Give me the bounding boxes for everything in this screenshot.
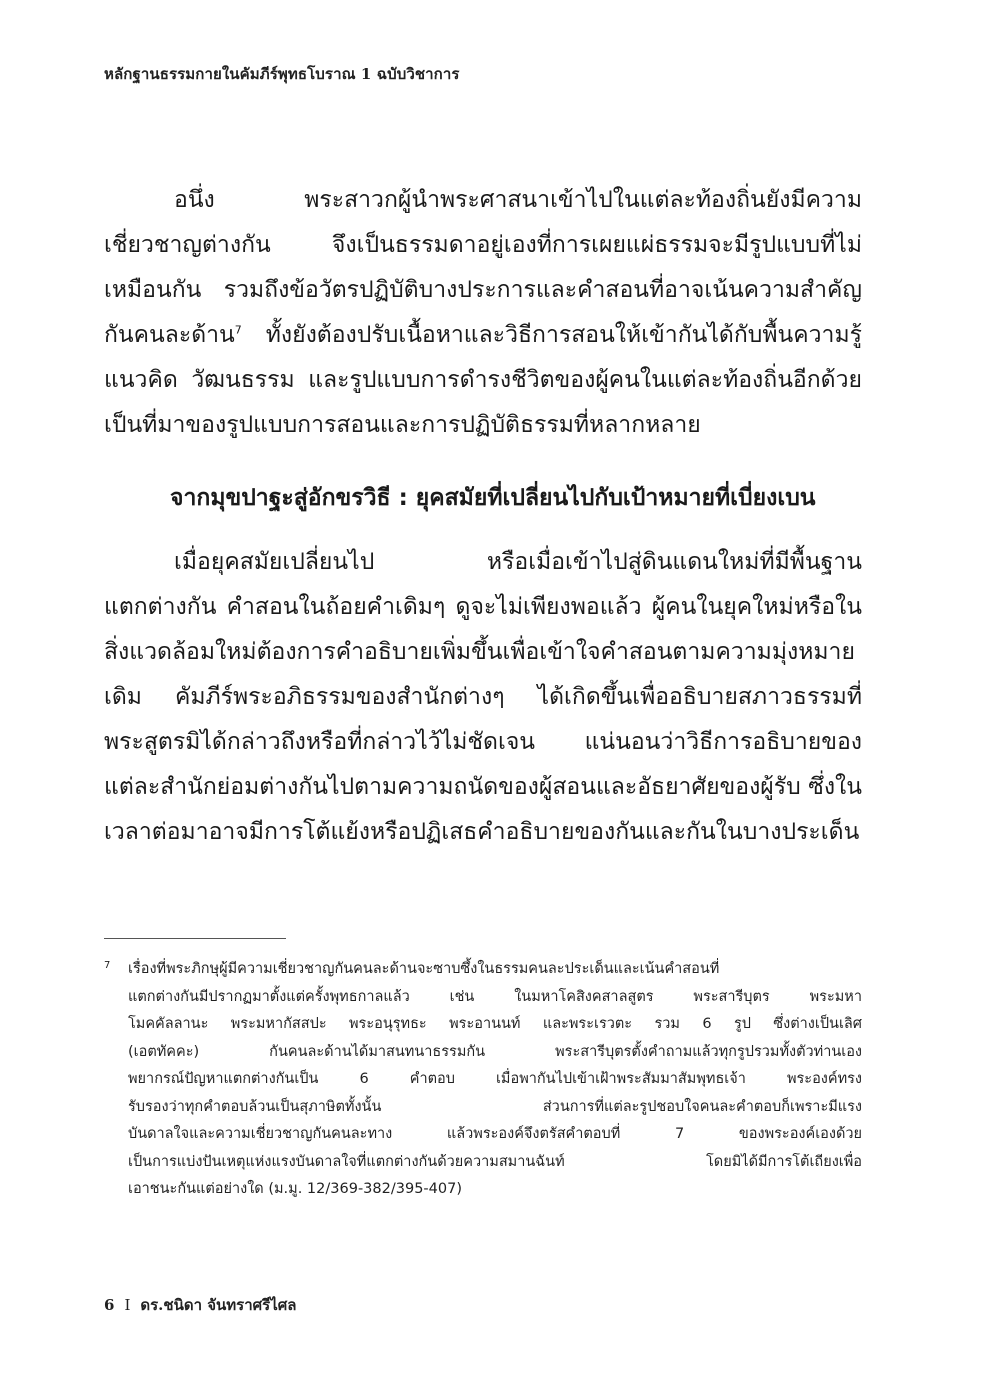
- footnote-line: เรื่องที่พระภิกษุผู้มีความเชี่ยวชาญกันคนละด้านจะซาบซึ้งในธรรมคนละประเด็นและเน้นคำสอนที่: [128, 961, 720, 977]
- running-header: หลักฐานธรรมกายในคัมภีร์พุทธโบราณ 1 ฉบับวิชาการ: [104, 65, 460, 83]
- paragraph-line: พระสูตรมิได้กล่าวถึงหรือที่กล่าวไว้ไม่ชัดเจน แน่นอนว่าวิธีการอธิบายของ: [104, 729, 862, 755]
- footnote-line: แตกต่างกันมีปรากฏมาตั้งแต่ครั้งพุทธกาลแล้ว เช่น ในมหาโคสิงคสาลสูตร พระสารีบุตร พระมหา: [128, 988, 862, 1005]
- footer-separator: I: [124, 1296, 131, 1314]
- footnote-line: เอาชนะกันแต่อย่างใด (ม.มู. 12/369-382/395-407): [128, 1181, 462, 1197]
- paragraph-line: เชี่ยวชาญต่างกัน จึงเป็นธรรมดาอยู่เองที่การเผยแผ่ธรรมจะมีรูปแบบที่ไม่: [104, 232, 862, 258]
- paragraph-line: แต่ละสำนักย่อมต่างกันไปตามความถนัดของผู้สอนและอัธยาศัยของผู้รับ ซึ่งใน: [104, 774, 862, 800]
- paragraph-line-with-footnote: [104, 313, 862, 358]
- footnote-line: บันดาลใจและความเชี่ยวชาญกันคนละทาง แล้วพระองค์จึงตรัสคำตอบที่ 7 ของพระองค์เองด้วย: [128, 1126, 862, 1142]
- footnote-number: 7: [104, 960, 111, 971]
- paragraph-line: แนวคิด วัฒนธรรม และรูปแบบการดำรงชีวิตของผู้คนในแต่ละท้องถิ่นอีกด้วย: [104, 367, 862, 393]
- paragraph-2: [104, 540, 862, 855]
- footnote-line: พยากรณ์ปัญหาแตกต่างกันเป็น 6 คำตอบ เมื่อพากันไปเข้าเฝ้าพระสัมมาสัมพุทธเจ้า พระองค์ทรง: [128, 1071, 862, 1087]
- footnote-line: (เอตทัคคะ) กันคนละด้านได้มาสนทนาธรรมกัน พระสารีบุตรตั้งคำถามแล้วทุกรูปรวมทั้งตัวท่านเอง: [128, 1043, 862, 1060]
- footnote-body: [128, 956, 862, 1204]
- footnote-reference[interactable]: 7: [234, 323, 242, 337]
- footnote: [104, 956, 862, 1204]
- paragraph-line: เดิม คัมภีร์พระอภิธรรมของสำนักต่างๆ ได้เกิดขึ้นเพื่ออธิบายสภาวธรรมที่: [104, 684, 862, 710]
- footnote-line: รับรองว่าทุกคำตอบล้วนเป็นสุภาษิตทั้งนั้น ส่วนการที่แต่ละรูปชอบใจคนละคำตอบก็เพราะมีแรง: [128, 1098, 862, 1115]
- paragraph-line: เป็นที่มาของรูปแบบการสอนและการปฏิบัติธรรมที่หลากหลาย: [104, 412, 701, 438]
- paragraph-line: แตกต่างกัน คำสอนในถ้อยคำเดิมๆ ดูจะไม่เพียงพอแล้ว ผู้คนในยุคใหม่หรือใน: [104, 594, 862, 620]
- section-heading: จากมุขปาฐะสู่อักขรวิธี : ยุคสมัยที่เปลี่ยนไปกับเป้าหมายที่เบี่ยงเบน: [170, 485, 816, 511]
- footnote-line: โมคคัลลานะ พระมหากัสสปะ พระอนุรุทธะ พระอานนท์ และพระเรวตะ รวม 6 รูป ซึ่งต่างเป็นเลิศ: [128, 1016, 862, 1032]
- paragraph-1: [104, 178, 862, 448]
- line-remainder: ทั้งยังต้องปรับเนื้อหาและวิธีการสอนให้เข้ากันได้กับพื้นความรู้: [265, 322, 862, 348]
- footnote-divider: [104, 938, 286, 939]
- paragraph-line: เวลาต่อมาอาจมีการโต้แย้งหรือปฏิเสธคำอธิบายของกันและกันในบางประเด็น: [104, 819, 860, 845]
- line-prefix: กันคนละด้าน: [104, 322, 235, 348]
- paragraph-line: เมื่อยุคสมัยเปลี่ยนไป หรือเมื่อเข้าไปสู่ดินแดนใหม่ที่มีพื้นฐาน: [174, 549, 862, 575]
- page-number: 6: [104, 1296, 115, 1314]
- paragraph-line: อนึ่ง พระสาวกผู้นำพระศาสนาเข้าไปในแต่ละท้องถิ่นยังมีความ: [174, 187, 862, 213]
- footnote-line: เป็นการแบ่งปันเหตุแห่งแรงบันดาลใจที่แตกต่างกันด้วยความสมานฉันท์ โดยมิได้มีการโต้เถียงเพื่อ: [128, 1153, 862, 1170]
- author-name: ดร.ชนิดา จันทราศรีไศล: [140, 1296, 297, 1314]
- running-footer: [104, 1293, 296, 1317]
- paragraph-line: สิ่งแวดล้อมใหม่ต้องการคำอธิบายเพิ่มขึ้นเพื่อเข้าใจคำสอนตามความมุ่งหมาย: [104, 639, 855, 665]
- paragraph-line: เหมือนกัน รวมถึงข้อวัตรปฏิบัติบางประการและคำสอนที่อาจเน้นความสำคัญ: [104, 277, 862, 303]
